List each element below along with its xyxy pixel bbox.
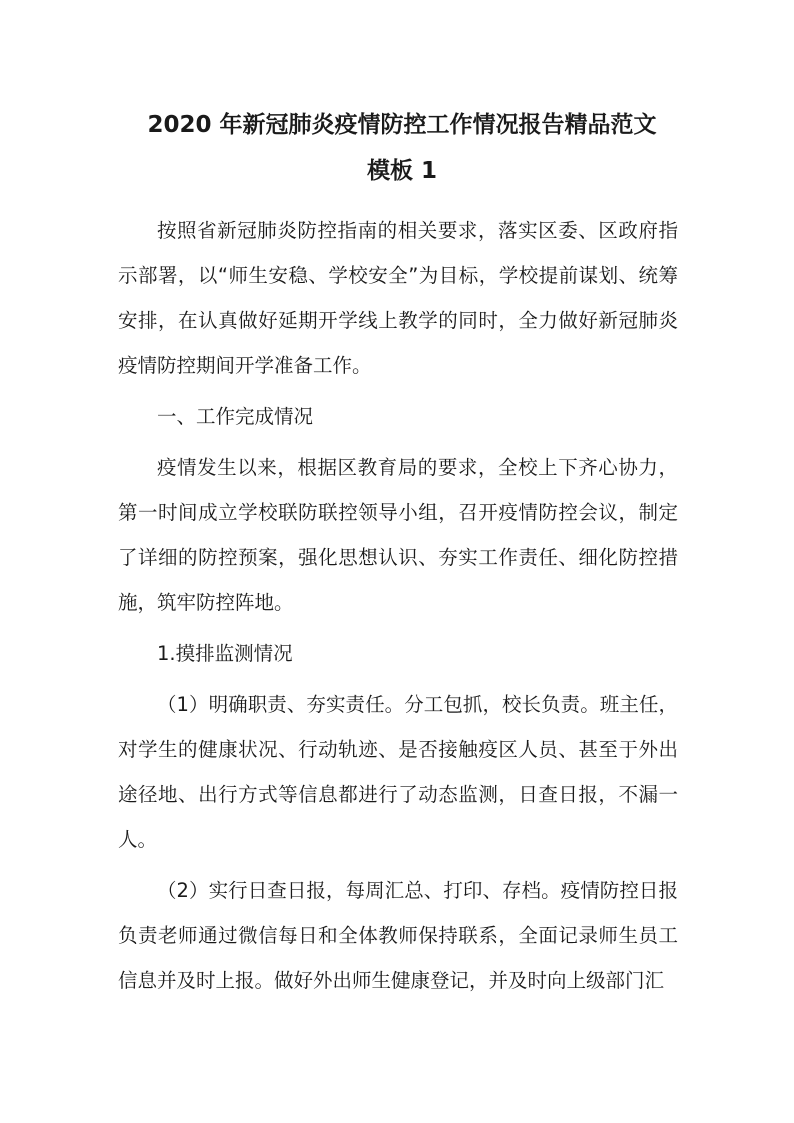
monitoring-item-1: （1）明确职责、夯实责任。分工包抓，校长负责。班主任，对学生的健康状况、行动轨迹、是否接触疫区人员、甚至于外出途径地、出行方式等信息都进行了动态监测，日查日报，不漏一人。 bbox=[118, 693, 678, 851]
subheading-monitoring: 1.摸排监测情况 bbox=[157, 642, 293, 665]
work-status-paragraph: 疫情发生以来，根据区教育局的要求，全校上下齐心协力，第一时间成立学校联防联控领导小组，召开疫情防控会议，制定了详细的防控预案，强化思想认识、夯实工作责任、细化防控措施，筑牢防控阵地。 bbox=[118, 456, 678, 614]
document-title-line-1: 2020 年新冠肺炎疫情防控工作情况报告精品范文 bbox=[147, 112, 657, 138]
intro-paragraph: 按照省新冠肺炎防控指南的相关要求，落实区委、区政府指示部署，以“师生安稳、学校安全”为目标，学校提前谋划、统筹安排，在认真做好延期开学线上教学的同时，全力做好新冠肺炎疫情防控期间开学准备工作。 bbox=[118, 219, 678, 377]
document-title-line-2: 模板 1 bbox=[366, 158, 437, 184]
monitoring-item-2: （2）实行日查日报，每周汇总、打印、存档。疫情防控日报负责老师通过微信每日和全体教师保持联系，全面记录师生员工信息并及时上报。做好外出师生健康登记，并及时向上级部门汇 bbox=[118, 879, 678, 992]
document-body bbox=[118, 208, 678, 1003]
section-heading-work-status: 一、工作完成情况 bbox=[157, 405, 314, 428]
